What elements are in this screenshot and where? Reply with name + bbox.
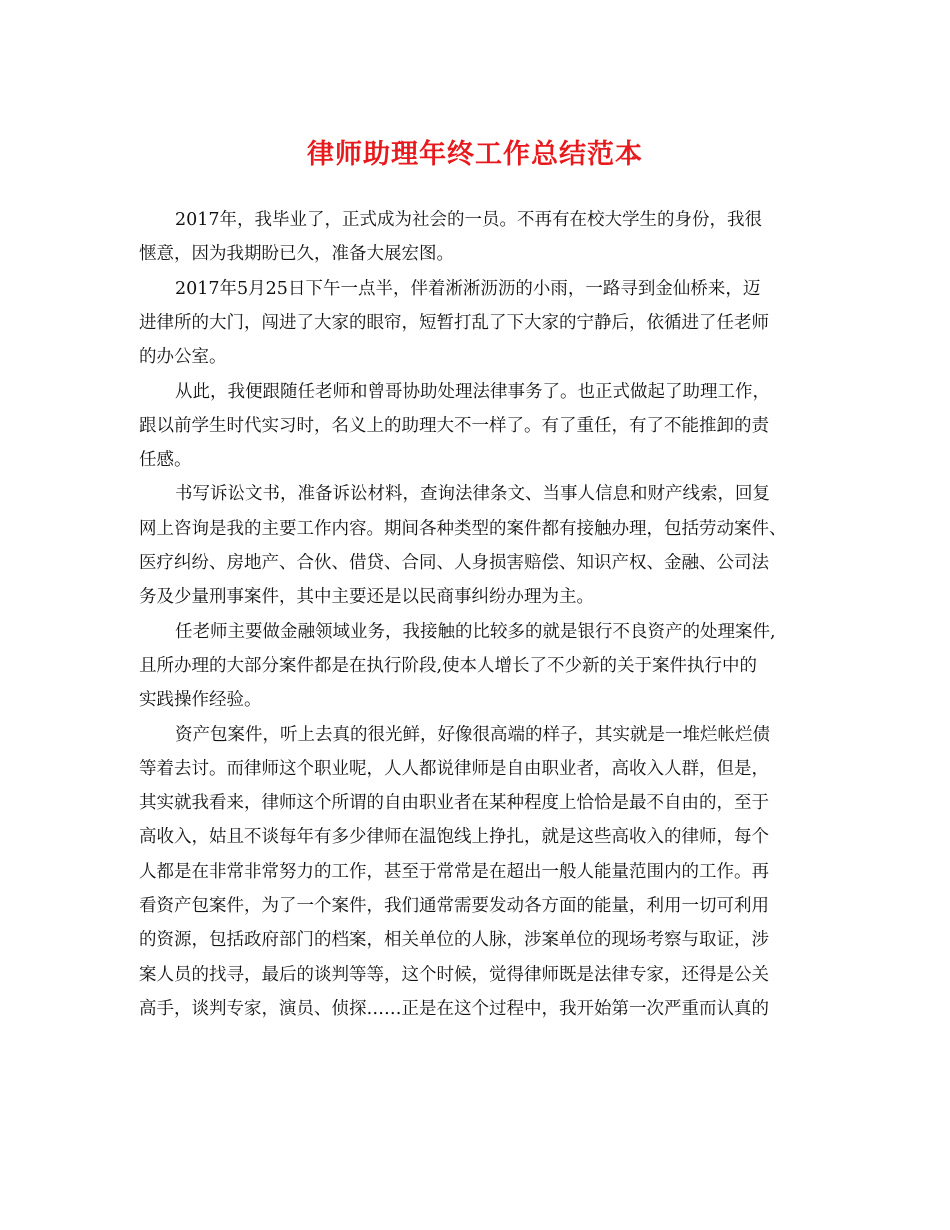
body-line: 2017年，我毕业了，正式成为社会的一员。不再有在校大学生的身份，我很	[175, 210, 763, 230]
body-line: 任老师主要做金融领域业务，我接触的比较多的就是银行不良资产的处理案件,	[175, 621, 776, 642]
document-title: 律师助理年终工作总结范本	[307, 139, 643, 170]
body-line: 等着去讨。而律师这个职业呢，人人都说律师是自由职业者，高收入人群，但是，	[139, 758, 769, 779]
body-line: 医疗纠纷、房地产、合伙、借贷、合同、人身损害赔偿、知识产权、金融、公司法	[139, 553, 769, 573]
body-line: 务及少量刑事案件，其中主要还是以民商事纠纷办理为主。	[139, 587, 594, 608]
body-line: 且所办理的大部分案件都是在执行阶段,使本人增长了不少新的关于案件执行中的	[139, 655, 758, 676]
body-line: 高收入，姑且不谈每年有多少律师在温饱线上挣扎，就是这些高收入的律师，每个	[139, 827, 769, 848]
body-line: 人都是在非常非常努力的工作，甚至于常常是在超出一般人能量范围内的工作。再	[139, 861, 769, 882]
body-line: 跟以前学生时代实习时，名义上的助理大不一样了。有了重任，有了不能推卸的责	[139, 415, 769, 436]
body-line: 网上咨询是我的主要工作内容。期间各种类型的案件都有接触办理，包括劳动案件、	[139, 518, 787, 539]
body-line: 2017年5月25日下午一点半，伴着淅淅沥沥的小雨，一路寻到金仙桥来，迈	[175, 278, 761, 299]
body-line: 任感。	[139, 450, 192, 471]
body-line: 高手，谈判专家，演员、侦探……正是在这个过程中，我开始第一次严重而认真的	[139, 998, 769, 1019]
body-line: 的办公室。	[139, 347, 227, 368]
body-line: 资产包案件，听上去真的很光鲜，好像很高端的样子，其实就是一堆烂帐烂债	[175, 724, 770, 745]
body-line: 进律所的大门，闯进了大家的眼帘，短暂打乱了下大家的宁静后，依循进了任老师	[139, 312, 769, 333]
body-line: 书写诉讼文书，准备诉讼材料，查询法律条文、当事人信息和财产线索，回复	[175, 484, 770, 505]
body-line: 的资源，包括政府部门的档案，相关单位的人脉，涉案单位的现场考察与取证，涉	[139, 930, 769, 951]
body-line: 案人员的找寻，最后的谈判等等，这个时候，觉得律师既是法律专家，还得是公关	[139, 964, 769, 985]
body-line: 惬意，因为我期盼已久，准备大展宏图。	[139, 244, 454, 265]
body-line: 看资产包案件，为了一个案件，我们通常需要发动各方面的能量，利用一切可利用	[139, 896, 769, 916]
body-line: 从此，我便跟随任老师和曾哥协助处理法律事务了。也正式做起了助理工作，	[175, 381, 770, 402]
body-line: 实践操作经验。	[139, 690, 262, 711]
body-line: 其实就我看来，律师这个所谓的自由职业者在某种程度上恰恰是最不自由的，至于	[139, 793, 769, 814]
